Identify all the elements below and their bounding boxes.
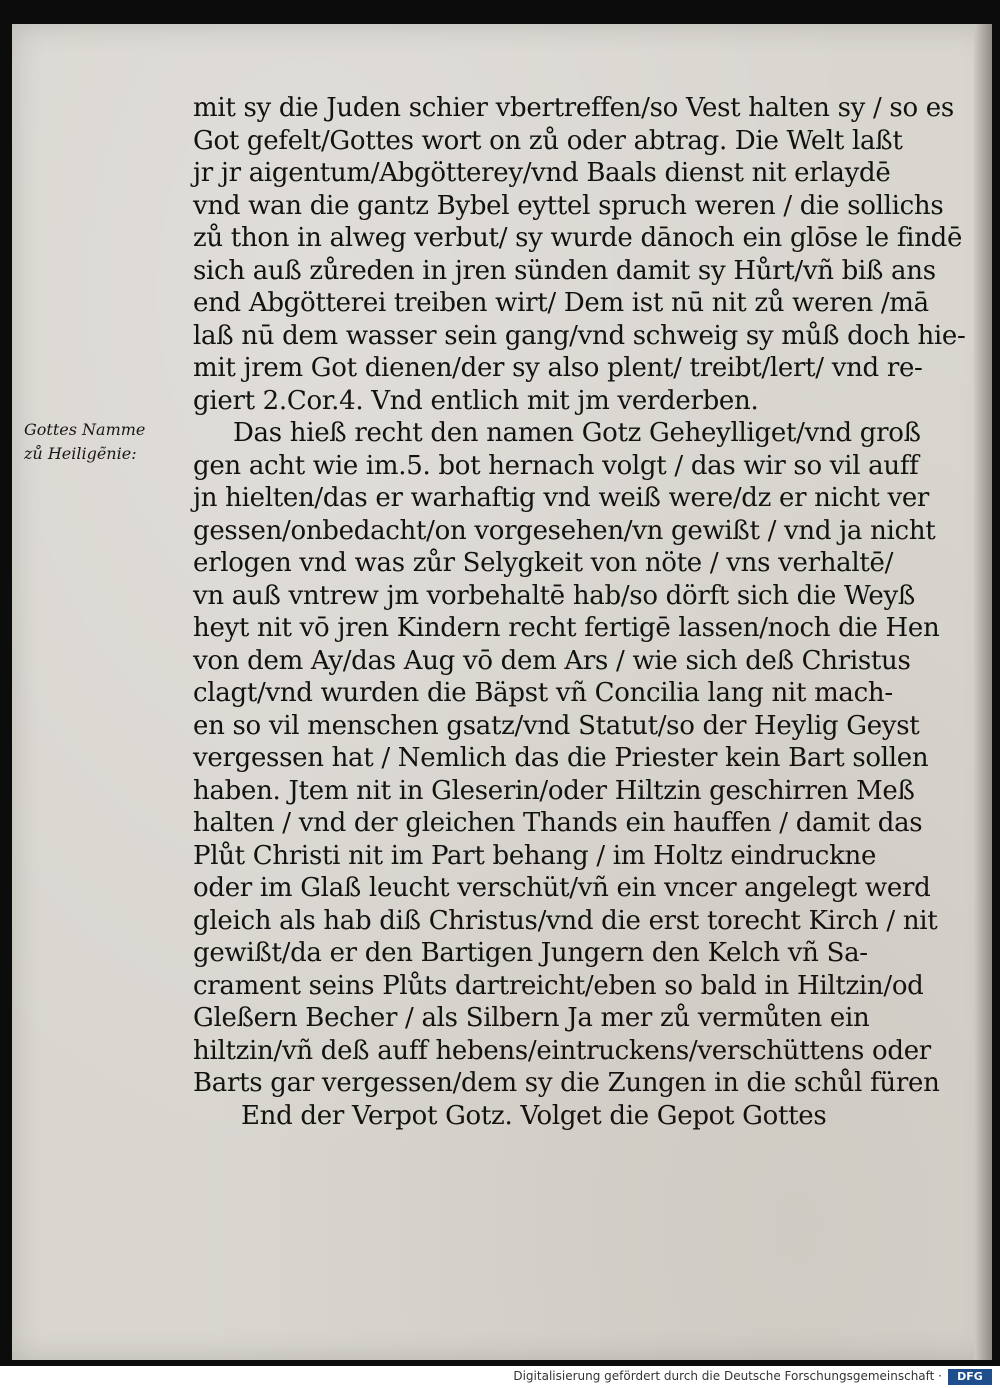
text-line: crament seins Plůts dartreicht/eben so bald in Hiltzin/od xyxy=(193,970,924,1001)
margin-note-line: zů Heiligẽnie: xyxy=(24,444,137,463)
text-line: gewißt/da er den Bartigen Jungern den Kelch vñ Sa- xyxy=(193,938,868,968)
text-line: jn hielten/das er warhaftig vnd weiß were/dz er nicht ver xyxy=(193,483,930,513)
text-line: erlogen vnd was zůr Selygkeit von nöte / vns verhaltē/ xyxy=(193,548,894,578)
funding-credit: Digitalisierung gefördert durch die Deutsche Forschungsgemeinschaft · xyxy=(513,1369,942,1383)
text-line: vn auß vntrew jm vorbehaltē hab/so dörft sich die Weyß xyxy=(193,580,915,611)
text-line: vnd wan die gantz Bybel eyttel spruch weren / die sollichs xyxy=(193,190,944,221)
text-line: end Abgötterei treiben wirt/ Dem ist nū nit zů weren /mā xyxy=(193,288,929,318)
text-line: gessen/onbedacht/on vorgesehen/vn gewißt / vnd ja nicht xyxy=(193,515,936,546)
body-text xyxy=(193,92,966,1132)
dfg-logo: DFG xyxy=(948,1369,992,1385)
text-line: jr jr aigentum/Abgötterey/vnd Baals dienst nit erlaydē xyxy=(193,158,891,188)
text-line: gleich als hab diß Christus/vnd die erst torecht Kirch / nit xyxy=(193,905,938,936)
text-line: zů thon in alweg verbut/ sy wurde dānoch ein glōse le findē xyxy=(193,223,963,253)
text-line: halten / vnd der gleichen Thands ein hauffen / damit das xyxy=(193,808,923,838)
text-line: mit jrem Got dienen/der sy also plent/ treibt/lert/ vnd re- xyxy=(193,353,923,383)
text-line: Got gefelt/Gottes wort on zů oder abtrag. Die Welt laßt xyxy=(193,125,903,156)
text-line: en so vil menschen gsatz/vnd Statut/so der Heylig Geyst xyxy=(193,710,920,741)
text-line: hiltzin/vñ deß auff hebens/eintruckens/verschüttens oder xyxy=(193,1035,931,1066)
text-line: haben. Jtem nit in Gleserin/oder Hiltzin geschirren Meß xyxy=(193,775,915,806)
text-line: heyt nit vō jren Kindern recht fertigē lassen/noch die Hen xyxy=(193,613,940,643)
text-line: von dem Ay/das Aug vō dem Ars / wie sich deß Christus xyxy=(193,645,911,676)
text-line: giert 2.Cor.4. Vnd entlich mit jm verderben. xyxy=(193,385,759,416)
footer-bar xyxy=(0,1366,1000,1388)
page-edge xyxy=(974,24,992,1360)
text-line: Plůt Christi nit im Part behang / im Holtz eindruckne xyxy=(193,840,877,871)
section-end-line: End der Verpot Gotz. Volget die Gepot Gottes xyxy=(241,1100,827,1131)
text-line: sich auß zůreden in jren sünden damit sy Hůrt/vñ biß ans xyxy=(193,255,936,286)
paragraph-start-line: Das hieß recht den namen Gotz Geheylliget/vnd groß xyxy=(233,418,921,448)
margin-note xyxy=(24,418,196,466)
text-line: Barts gar vergessen/dem sy die Zungen in die schůl füren xyxy=(193,1068,940,1098)
text-line: laß nū dem wasser sein gang/vnd schweig sy můß doch hie- xyxy=(193,320,966,351)
text-line: Gleßern Becher / als Silbern Ja mer zů vermůten ein xyxy=(193,1003,870,1033)
text-line: mit sy die Juden schier vbertreffen/so Vest halten sy / so es xyxy=(193,93,954,123)
text-line: vergessen hat / Nemlich das die Priester kein Bart sollen xyxy=(193,743,929,773)
margin-note-line: Gottes Namme xyxy=(24,420,146,439)
text-line: clagt/vnd wurden die Bäpst vñ Concilia lang nit mach- xyxy=(193,678,893,708)
text-line: oder im Glaß leucht verschüt/vñ ein vncer angelegt werd xyxy=(193,873,931,903)
text-line: gen acht wie im.5. bot hernach volgt / das wir so vil auff xyxy=(193,450,919,481)
